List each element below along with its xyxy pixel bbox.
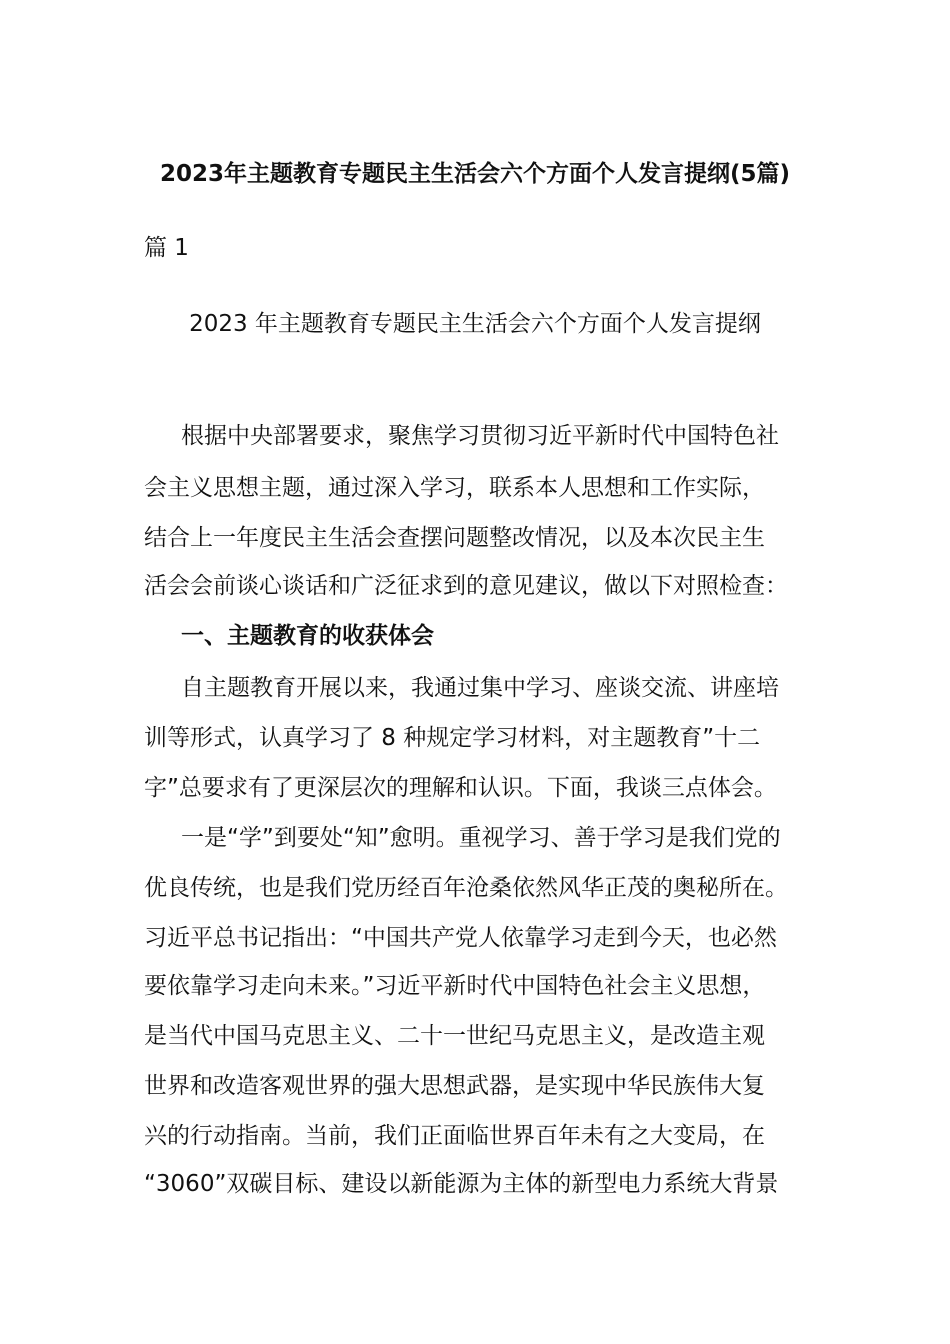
para-2-line: 优良传统，也是我们党历经百年沧桑依然风华正茂的奥秘所在。: [144, 875, 788, 901]
section-subtitle: 2023 年主题教育专题民主生活会六个方面个人发言提纲: [189, 311, 761, 337]
para-1-line: 训等形式，认真学习了 8 种规定学习材料，对主题教育”十二: [144, 725, 761, 751]
para-2-line: 一是“学”到要处“知”愈明。重视学习、善于学习是我们党的: [181, 825, 781, 851]
document-title: 2023年主题教育专题民主生活会六个方面个人发言提纲(5篇): [159, 161, 791, 187]
para-2-line: 是当代中国马克思主义、二十一世纪马克思主义，是改造主观: [144, 1023, 765, 1049]
section-label: 篇 1: [144, 235, 189, 261]
para-2-line: “3060”双碳目标、建设以新能源为主体的新型电力系统大背景: [144, 1171, 779, 1197]
para-2-line: 兴的行动指南。当前，我们正面临世界百年未有之大变局，在: [144, 1123, 765, 1149]
para-2-line: 世界和改造客观世界的强大思想武器，是实现中华民族伟大复: [144, 1073, 765, 1099]
heading-1: 一、主题教育的收获体会: [181, 623, 434, 649]
para-2-line: 要依靠学习走向未来。”习近平新时代中国特色社会主义思想，: [144, 973, 766, 999]
para-2-line: 习近平总书记指出：“中国共产党人依靠学习走到今天，也必然: [144, 925, 777, 951]
para-1-line: 字”总要求有了更深层次的理解和认识。下面，我谈三点体会。: [144, 775, 777, 801]
intro-line: 根据中央部署要求，聚焦学习贯彻习近平新时代中国特色社: [181, 423, 779, 449]
para-1-line: 自主题教育开展以来，我通过集中学习、座谈交流、讲座培: [181, 675, 779, 701]
intro-line: 结合上一年度民主生活会查摆问题整改情况，以及本次民主生: [144, 525, 765, 551]
intro-line: 活会会前谈心谈话和广泛征求到的意见建议，做以下对照检查：: [144, 573, 788, 599]
intro-line: 会主义思想主题，通过深入学习，联系本人思想和工作实际，: [144, 475, 765, 501]
